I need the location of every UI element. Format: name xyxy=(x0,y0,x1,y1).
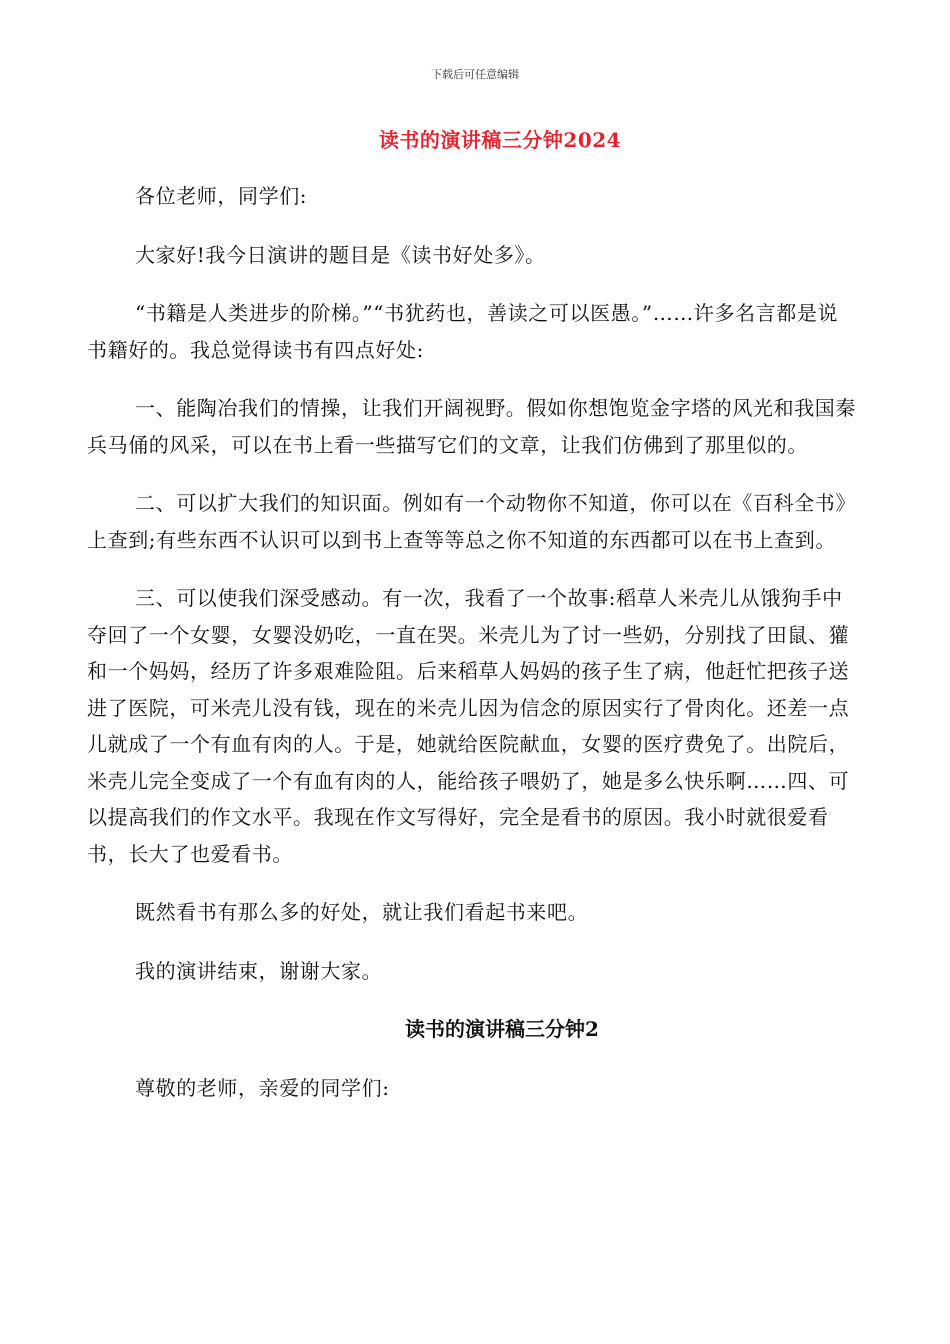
document-title: 读书的演讲稿三分钟2024 xyxy=(378,128,622,152)
paragraph-point-one: 一、能陶冶我们的情操，让我们开阔视野。假如你想饱览金字塔的风光和我国秦兵马俑的风采，可以在书上看一些描写它们的文章，让我们仿佛到了那里似的。 xyxy=(87,396,856,457)
paragraph-intro: 大家好!我今日演讲的题目是《读书好处多》。 xyxy=(135,242,546,267)
paragraph-greeting: 各位老师，同学们: xyxy=(135,184,308,208)
paragraph-point-two: 二、可以扩大我们的知识面。例如有一个动物你不知道，你可以在《百科全书》上查到;有些东西不认识可以到书上查等等总之你不知道的东西都可以在书上查到。 xyxy=(87,491,856,552)
paragraph-conclusion: 既然看书有那么多的好处，就让我们看起书来吧。 xyxy=(135,900,589,924)
paragraph-second-greeting: 尊敬的老师，亲爱的同学们: xyxy=(135,1075,390,1100)
paragraph-point-three: 三、可以使我们深受感动。有一次，我看了一个故事:稻草人米壳儿从饿狗手中夺回了一个女婴，女婴没奶吃，一直在哭。米壳儿为了讨一些奶，分别找了田鼠、獾和一个妈妈，经历了许多艰难险阻。后来稻草人妈妈的孩子生了病，他赶忙把孩子送进了医院，可米壳儿没有钱，现在的米壳儿因为信念的原因实行了骨肉化。还差一点儿就成了一个有血有肉的人。于是，她就给医院献血，女婴的医疗费免了。出院后，米壳儿完全变成了一个有血有肉的人，能给孩子喂奶了，她是多么快乐啊……四、可以提高我们的作文水平。我现在作文写得好，完全是看书的原因。我小时就很爱看书，长大了也爱看书。 xyxy=(87,586,850,866)
document-body xyxy=(87,178,857,1128)
paragraph-quotes: “书籍是人类进步的阶梯。”“书犹药也，善读之可以医愚。”……许多名言都是说书籍好的。我总觉得读书有四点好处: xyxy=(87,301,839,362)
section-subtitle: 读书的演讲稿三分钟2 xyxy=(405,1017,599,1041)
paragraph-thanks: 我的演讲结束，谢谢大家。 xyxy=(135,958,383,983)
header-note: 下载后可任意编辑 xyxy=(431,68,519,81)
